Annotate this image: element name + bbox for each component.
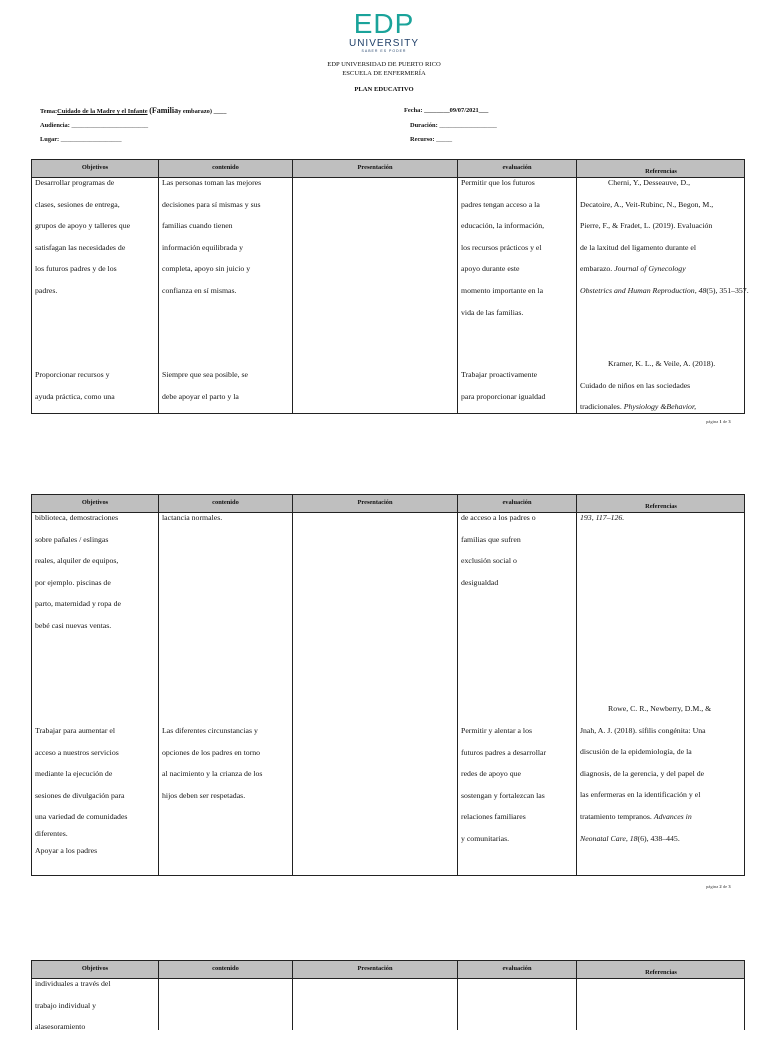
objetivos-text-2: Proporcionar recursos y ayuda práctica, como una bbox=[35, 370, 115, 401]
header-referencias: Referencias bbox=[645, 168, 677, 175]
tema-field: Tema:Cuidado de la Madre y el Infante (Familiay embarazo) ____ bbox=[40, 106, 227, 115]
table-header bbox=[32, 495, 744, 513]
referencia-cherni: Cherni, Y., Desseauve, D., Decatoire, A., Veit-Rubinc, N., Begon, M., Pierre, F., & Fradet, L. (2019). Evaluación de la laxitud del ligamento durante el embarazo. Journal of Gynecology Obstetrics and Human Reproduction, 48(5), 351–357. bbox=[580, 178, 749, 295]
col-presentacion bbox=[293, 178, 458, 413]
header-objetivos: Objetivos bbox=[32, 160, 159, 178]
header-objetivos: Objetivos bbox=[32, 495, 159, 513]
col-contenido bbox=[159, 979, 293, 1030]
evaluacion-text-2: Trabajar proactivamente para proporcionar igualdad bbox=[461, 370, 546, 401]
duracion-field: Duración: __________________ bbox=[410, 122, 497, 129]
contenido-text-2: Las diferentes circunstancias y opciones de los padres en torno al nacimiento y la crianza de los hijos deben ser respetadas. bbox=[162, 726, 263, 800]
institution-name: EDP UNIVERSIDAD DE PUERTO RICO bbox=[327, 61, 441, 68]
header-evaluacion: evaluación bbox=[458, 495, 577, 513]
plan-table-page-2 bbox=[31, 494, 745, 876]
objetivos-text: Desarrollar programas de clases, sesiones de entrega, grupos de apoyo y talleres que satisfagan las necesidades de los futuros padres y de los padres. bbox=[35, 178, 131, 295]
referencia-kramer-cont: 193, 117–126. bbox=[580, 513, 625, 522]
col-contenido bbox=[159, 513, 293, 875]
evaluacion-text: Permitir que los futuros padres tengan acceso a la educación, la información, los recursos prácticos y el apoyo durante este momento importante en la vida de las familias. bbox=[461, 178, 545, 317]
col-presentacion bbox=[293, 979, 458, 1030]
header-presentacion: Presentación bbox=[293, 961, 458, 979]
header-contenido: contenido bbox=[159, 495, 293, 513]
contenido-text: lactancia normales. bbox=[162, 513, 223, 522]
logo-sub: UNIVERSITY bbox=[348, 38, 419, 49]
header-evaluacion: evaluación bbox=[458, 160, 577, 178]
header-contenido: contenido bbox=[159, 961, 293, 979]
col-evaluacion bbox=[458, 979, 577, 1030]
objetivos-text: individuales a través del trabajo individual y alasesoramiento bbox=[35, 979, 111, 1032]
header-evaluacion: evaluación bbox=[458, 961, 577, 979]
contenido-text: Las personas toman las mejores decisiones para sí mismas y sus familias cuando tienen información equilibrada y completa, apoyo sin juicio y confianza en sí mismas. bbox=[162, 178, 262, 295]
table-header bbox=[32, 961, 744, 979]
plan-table-page-3 bbox=[31, 960, 745, 1030]
header-objetivos: Objetivos bbox=[32, 961, 159, 979]
school-name: ESCUELA DE ENFERMERÍA bbox=[342, 70, 426, 77]
contenido-text-2: Siempre que sea posible, se debe apoyar el parto y la bbox=[162, 370, 248, 401]
referencia-rowe: Rowe, C. R., Newberry, D.M., & Jnah, A. J. (2018). sífilis congénita: Una discusión de la epidemiología, de la diagnosis, de la gerencia, y del papel de las enfermeras en la identificación y el tratamiento tempranos. Advances in Neonatal Care, 18(6), 438–445. bbox=[580, 704, 712, 843]
fecha-field: Fecha: ________09/07/2021___ bbox=[404, 107, 489, 114]
col-referencias bbox=[577, 979, 746, 1030]
header-referencias: Referencias bbox=[645, 503, 677, 510]
header-contenido: contenido bbox=[159, 160, 293, 178]
col-presentacion bbox=[293, 513, 458, 875]
evaluacion-text-2: Permitir y alentar a los futuros padres a desarrollar redes de apoyo que sostengan y fortalezcan las relaciones familiares y comunitarias. bbox=[461, 726, 547, 843]
recurso-field: Recurso: _____ bbox=[410, 136, 453, 143]
header-presentacion: Presentación bbox=[293, 160, 458, 178]
page-number-2: página 2 de 3 bbox=[706, 884, 731, 889]
objetivos-text-2: Trabajar para aumentar el acceso a nuestros servicios mediante la ejecución de sesiones de divulgación para una variedad de comunidades diferentes. Apoyar a los padres bbox=[35, 726, 128, 855]
plan-table-page-1 bbox=[31, 159, 749, 414]
page-number-1: página 1 de 3 bbox=[706, 419, 731, 424]
referencia-kramer: Kramer, K. L., & Veile, A. (2018). Cuidado de niños en las sociedades tradicionales. Physiology &Behavior, bbox=[580, 359, 716, 412]
logo-name: EDP bbox=[353, 8, 415, 39]
document-title: PLAN EDUCATIVO bbox=[354, 86, 414, 93]
header-referencias: Referencias bbox=[645, 969, 677, 976]
audiencia-field: Audiencia: ________________________ bbox=[40, 122, 149, 129]
evaluacion-text: de acceso a los padres o familias que sufren exclusión social o desigualdad bbox=[461, 513, 536, 587]
edp-logo bbox=[0, 10, 768, 54]
header-presentacion: Presentación bbox=[293, 495, 458, 513]
logo-tagline: SABER ES PODER bbox=[361, 49, 407, 53]
objetivos-text: biblioteca, demostraciones sobre pañales / eslingas reales, alquiler de equipos, por ejemplo. piscinas de parto, maternidad y ropa de bebé casi nuevas ventas. bbox=[35, 513, 121, 630]
lugar-field: Lugar: ___________________ bbox=[40, 136, 122, 143]
